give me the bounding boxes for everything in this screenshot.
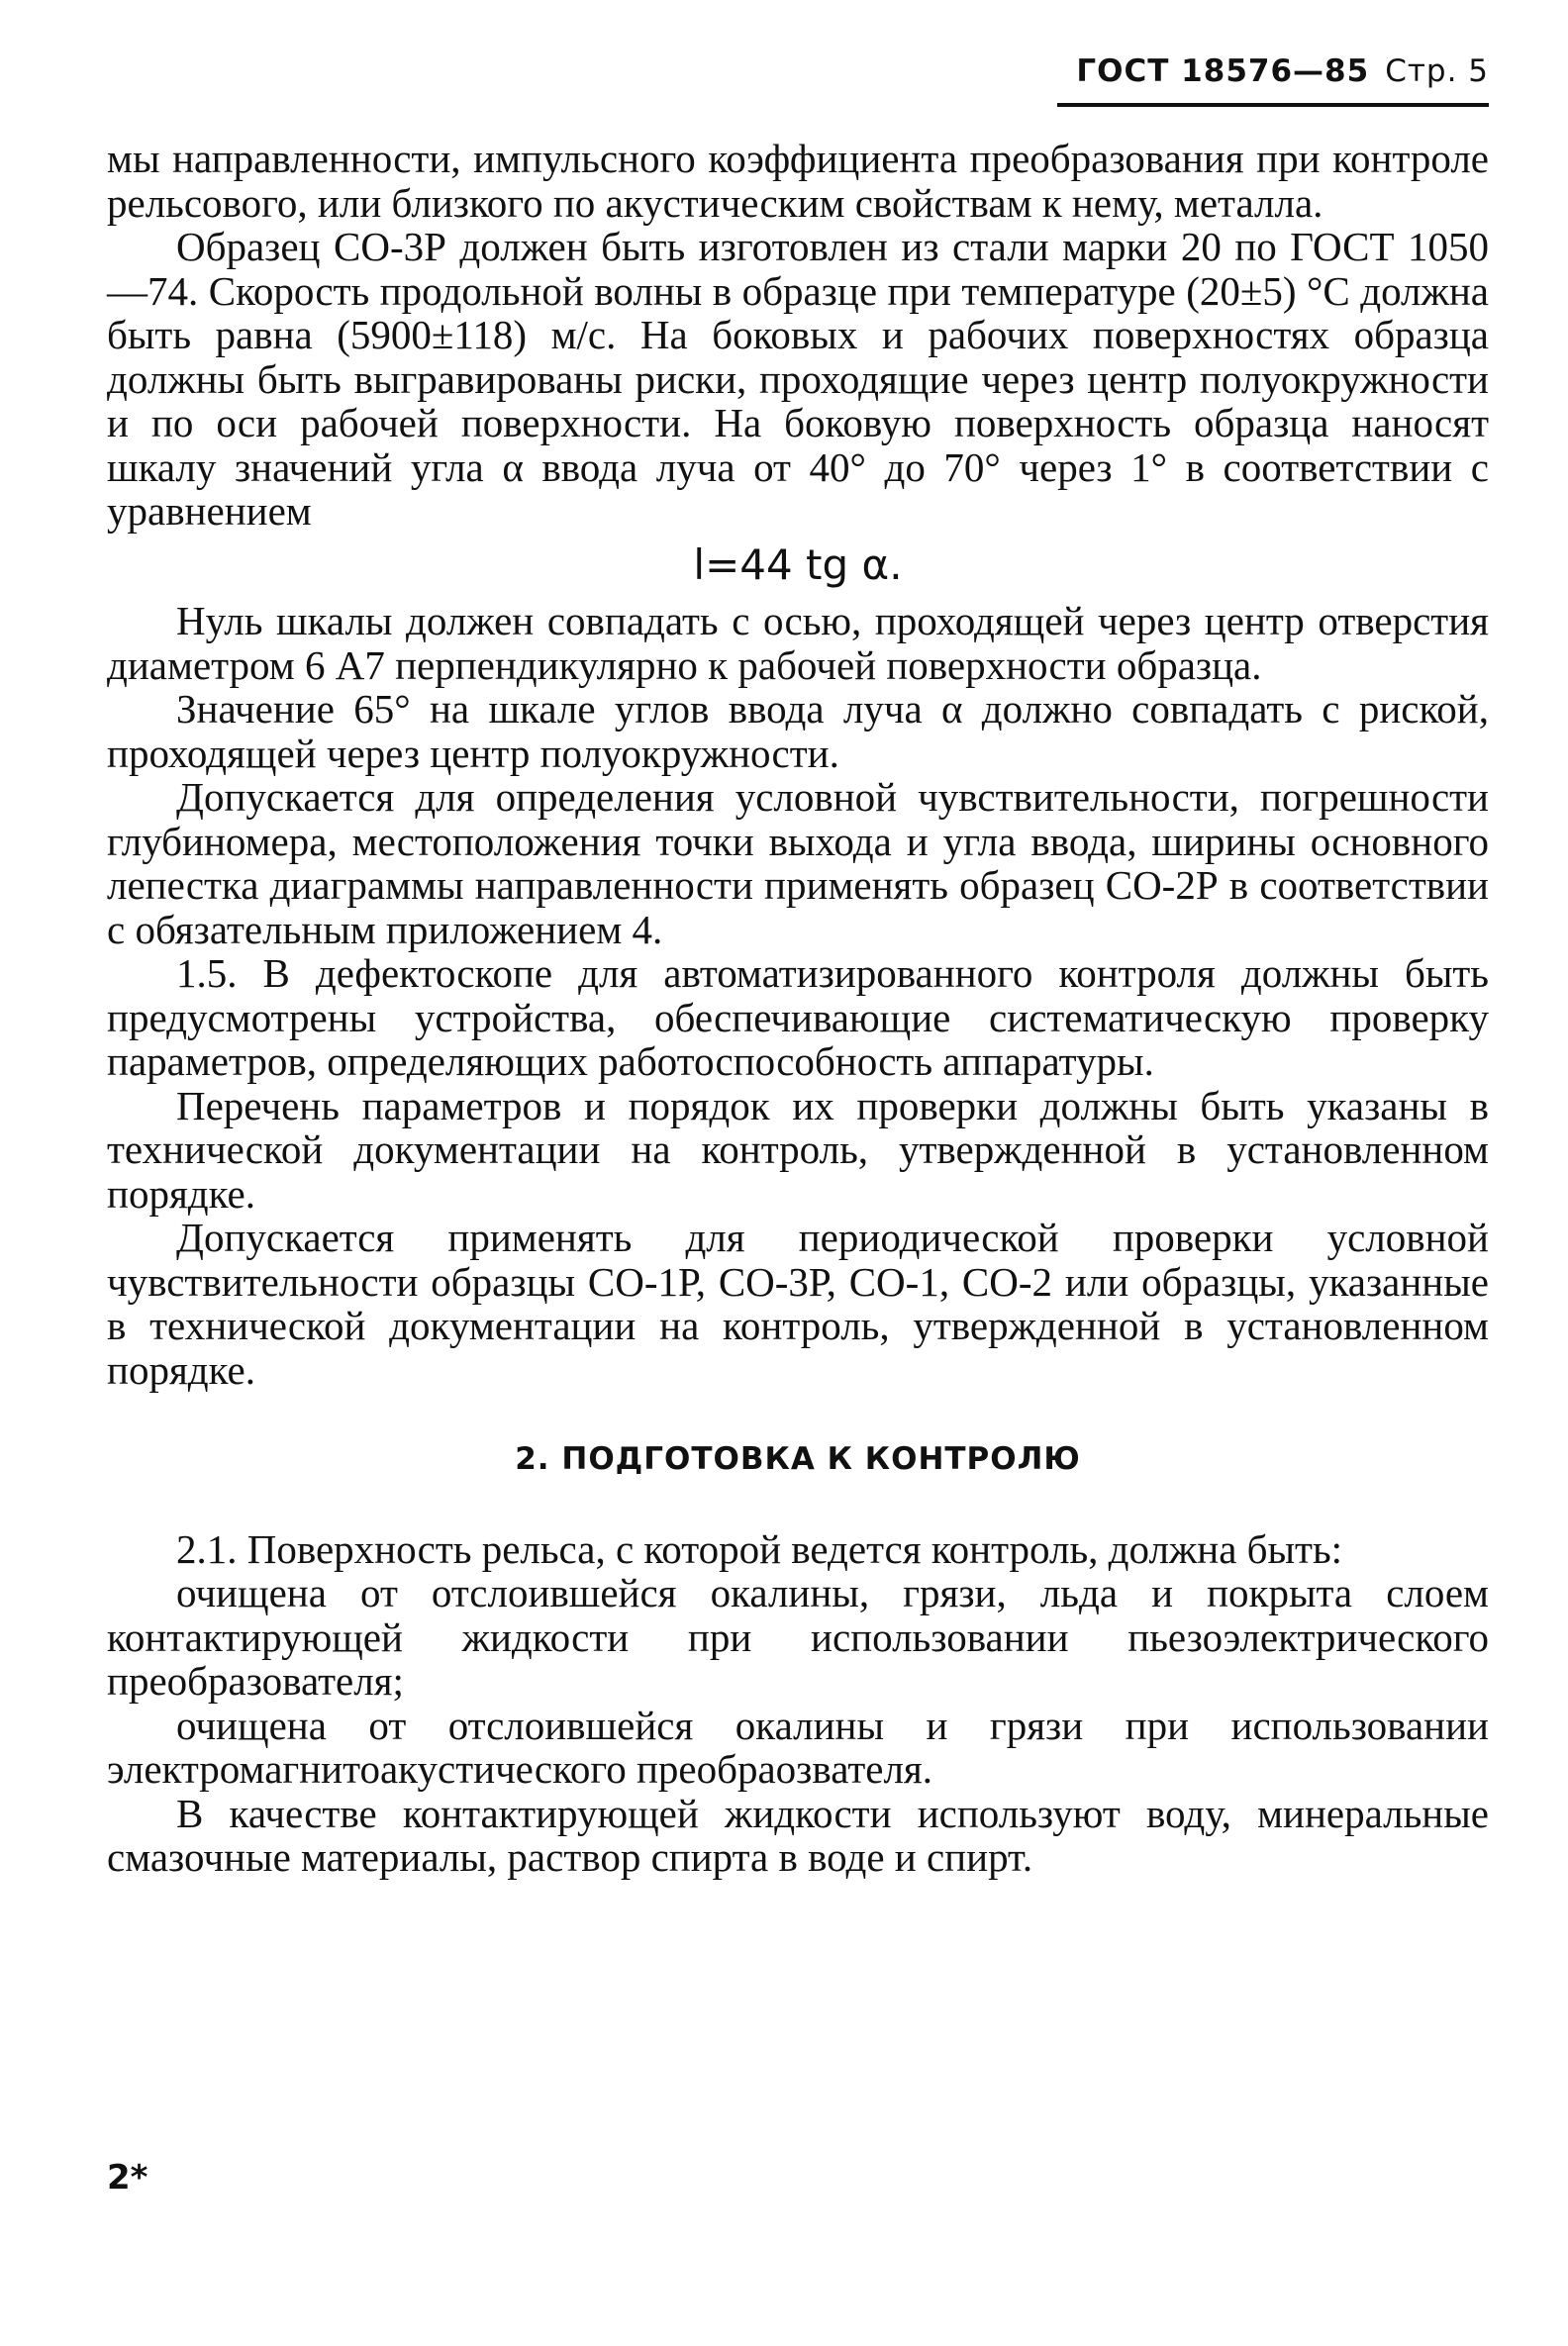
paragraph: очищена от отслоившейся окалины и грязи при использовании электромагнитоакустического преобраозвателя. [107,1702,1489,1792]
paragraph: Перечень параметров и порядок их проверки должны быть указаны в технической документации на контроль, утвержденной в установленном порядке. [107,1082,1489,1217]
header-rule [1057,103,1489,107]
paragraph: мы направленности, импульсного коэффициента преобразования при контроле рельсового, или близкого по акустическим свойствам к нему, металла. [107,136,1489,226]
paragraph: очищена от отслоившейся окалины, грязи, льда и покрыта слоем контактирующей жидкости при использовании пьезоэлектрического преобразователя; [107,1570,1489,1704]
paragraph: Образец СО-3Р должен быть изготовлен из стали марки 20 по ГОСТ 1050—74. Скорость продольной волны в образце при температуре (20±5) °С должна быть равна (5900±118) м/с. На боковых и рабочих поверхностях образца должны быть выгравированы риски, проходящие через центр полуокружности и по оси рабочей поверхности. На боковую поверхность образца наносят шкалу значений угла α ввода луча от 40° до 70° через 1° в соответствии с уравнением [107,224,1489,534]
paragraph: Нуль шкалы должен совпадать с осью, проходящей через центр отверстия диаметром 6 А7 перпендикулярно к рабочей поверхности образца. [107,598,1489,688]
paragraph: Значение 65° на шкале углов ввода луча α должно совпадать с риской, проходящей через центр полуокружности. [107,686,1489,776]
document-body [107,137,1489,1880]
section-title: 2. ПОДГОТОВКА К КОНТРОЛЮ [515,1441,1081,1477]
paragraph: В качестве контактирующей жидкости используют воду, минеральные смазочные материалы, раствор спирта в воде и спирт. [107,1790,1489,1880]
doc-number: ГОСТ 18576—85 [1076,53,1370,89]
footer-mark: 2* [107,2158,148,2198]
paragraph: Допускается применять для периодической проверки условной чувствительности образцы СО-1Р, СО-3Р, СО-1, СО-2 или образцы, указанные в технической документации на контроль, утвержденной в установленном порядке. [107,1215,1489,1393]
page-header [1057,44,1489,99]
page-number: Стр. 5 [1385,53,1489,89]
paragraph: 2.1. Поверхность рельса, с которой ведется контроль, должна быть: [176,1525,1343,1572]
formula: l=44 tg α. [693,539,903,589]
paragraph: Допускается для определения условной чувствительности, погрешности глубиномера, местоположения точки выхода и угла ввода, ширины основного лепестка диаграммы направленности применять образец СО-2Р в соответствии с обязательным приложением 4. [107,774,1489,952]
paragraph: 1.5. В дефектоскопе для автоматизированного контроля должны быть предусмотрены устройства, обеспечивающие систематическую проверку параметров, определяющих работоспособность аппаратуры. [107,950,1489,1084]
